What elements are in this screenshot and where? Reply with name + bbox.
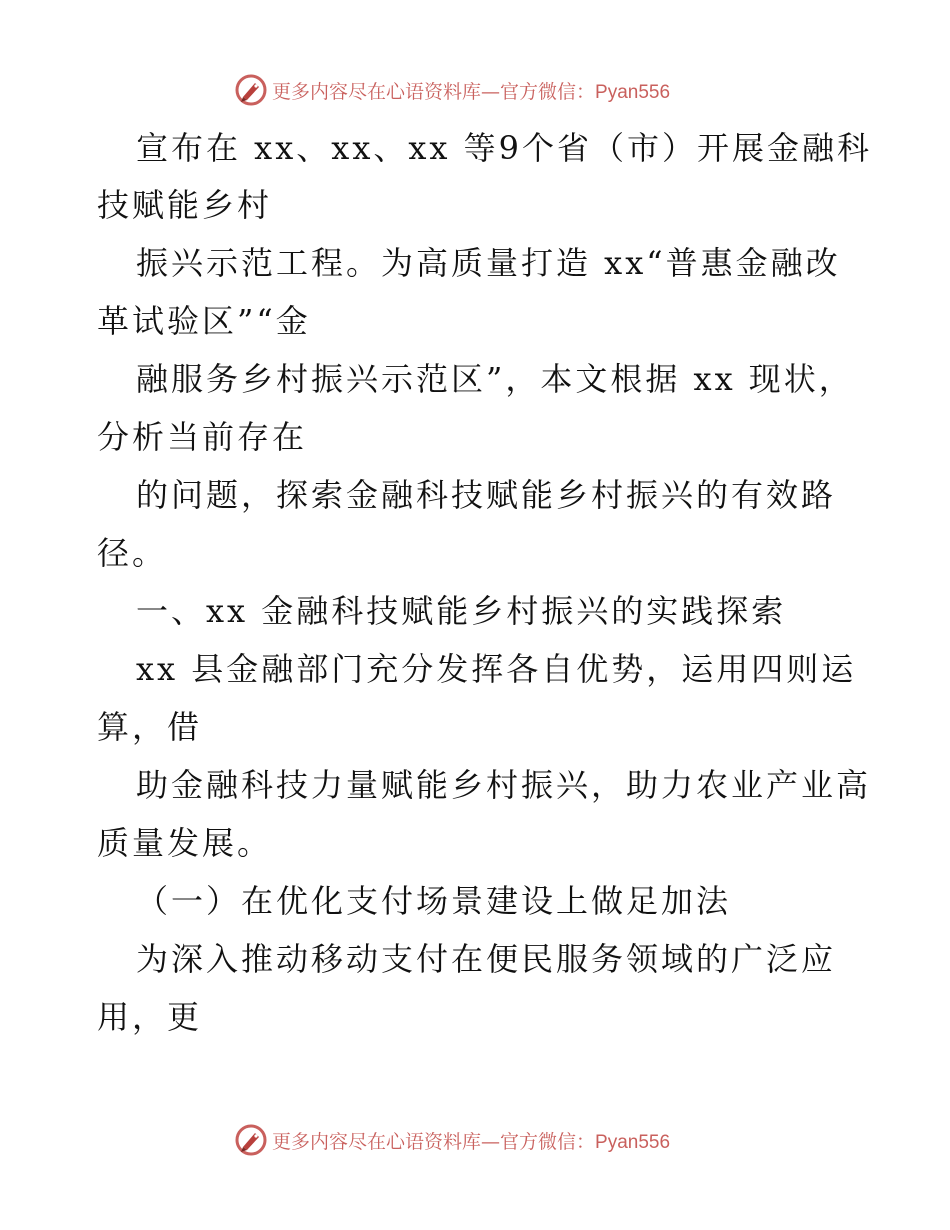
paragraph-line: 分析当前存在 [97,418,308,456]
paragraph-line: 振兴示范工程。为高质量打造 xx“普惠金融改 [136,244,841,282]
paragraph-line: 为深入推动移动支付在便民服务领域的广泛应 [136,940,837,978]
paragraph-line: 革试验区”“金 [97,302,311,340]
paragraph-line: xx 县金融部门充分发挥各自优势，运用四则运 [136,650,857,688]
footer-watermark [234,1122,670,1158]
section-heading: 一、xx 金融科技赋能乡村振兴的实践探索 [136,592,787,630]
paragraph-line: 的问题，探索金融科技赋能乡村振兴的有效路 [136,476,837,514]
paragraph-line: 算，借 [97,708,203,746]
paragraph-line: 融服务乡村振兴示范区”，本文根据 xx 现状， [136,360,854,398]
paragraph-line: 质量发展。 [97,824,273,862]
paragraph-line: 用，更 [97,998,203,1036]
paragraph-line: 宣布在 xx、xx、xx 等9个省（市）开展金融科 [136,129,872,167]
pen-logo-icon [234,1123,268,1157]
watermark-text: 更多内容尽在心语资料库—官方微信：Pyan556 [272,1130,671,1153]
paragraph-line: 径。 [97,534,168,572]
paragraph-line: 技赋能乡村 [97,186,273,224]
watermark-text: 更多内容尽在心语资料库—官方微信：Pyan556 [272,80,671,103]
subsection-heading: （一）在优化支付场景建设上做足加法 [136,882,732,920]
paragraph-line: 助金融科技力量赋能乡村振兴，助力农业产业高 [136,766,872,804]
